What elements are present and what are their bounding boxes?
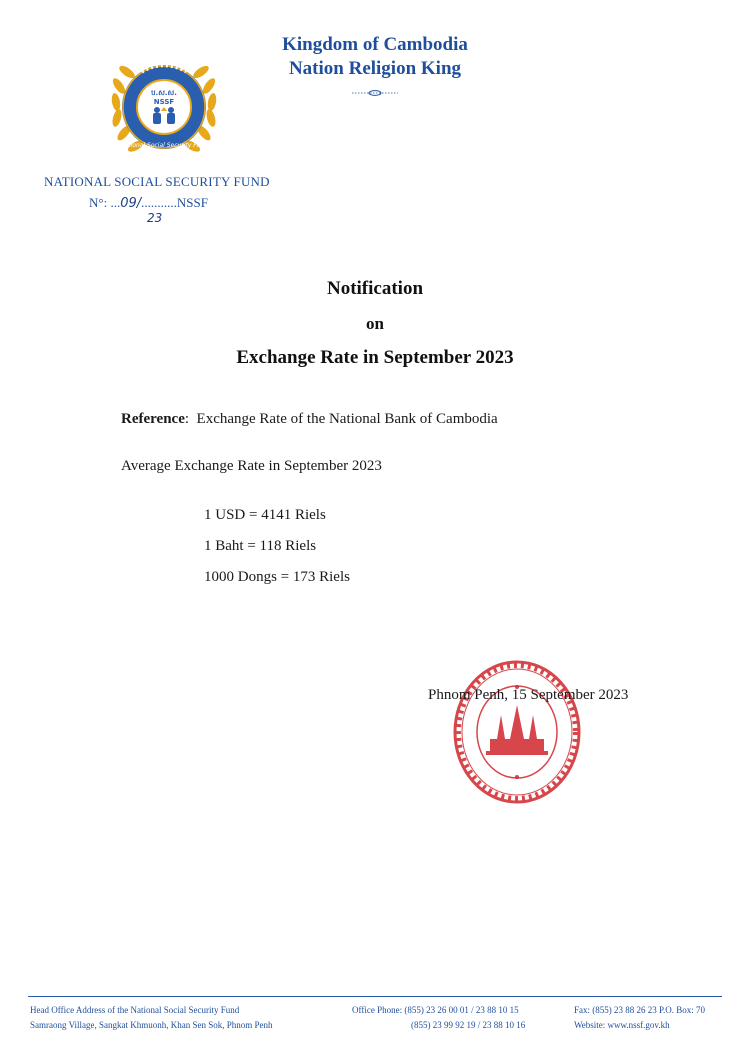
reference-label: Reference: [121, 411, 185, 427]
address-line-2: Samraong Village, Sangkat Khmuonh, Khan Sen Sok, Phnom Penh: [30, 1020, 273, 1030]
ornament-divider-icon: [350, 88, 400, 98]
phone-line-2: (855) 23 99 92 19 / 23 88 10 16: [411, 1020, 526, 1030]
fund-name: NATIONAL SOCIAL SECURITY FUND: [44, 174, 270, 189]
rate-baht: 1 Baht = 118 Riels: [204, 538, 317, 554]
official-stamp: [450, 657, 585, 807]
number-suffix: ...........NSSF: [141, 195, 208, 210]
reference-text: Exchange Rate of the National Bank of Cambodia: [196, 411, 498, 427]
document-number: [89, 195, 208, 225]
footer-address: [30, 1003, 273, 1033]
svg-text:NSSF: NSSF: [153, 98, 175, 106]
footer-fax-web: [574, 1003, 705, 1033]
phone-line-1: Office Phone: (855) 23 26 00 01 / 23 88 10 15: [352, 1005, 519, 1015]
notice-subject: Exchange Rate in September 2023: [236, 347, 514, 368]
kingdom-title: Kingdom of Cambodia: [282, 34, 468, 55]
number-prefix: N°: ...: [89, 195, 121, 210]
kingdom-header: [250, 33, 500, 81]
notice-on: on: [366, 314, 384, 333]
number-handwritten: 09/: [120, 196, 142, 211]
fax-line: Fax: (855) 23 88 26 23 P.O. Box: 70: [574, 1005, 706, 1015]
svg-text:ប.ស.ស.: ប.ស.ស.: [151, 89, 177, 97]
rate-usd: 1 USD = 4141 Riels: [204, 507, 326, 523]
notice-title: Notification: [326, 278, 424, 299]
national-motto: Nation Religion King: [288, 58, 462, 79]
reference-line: Reference: Exchange Rate of the National Bank of Cambodia: [121, 411, 498, 427]
number-year-handwritten: 23: [147, 211, 163, 225]
nssf-logo: [104, 52, 224, 166]
place-date: Phnom Penh, 15 September 2023: [428, 687, 629, 703]
footer-phone: [352, 1003, 525, 1033]
address-line-1: Head Office Address of the National Social Security Fund: [30, 1005, 240, 1015]
average-rate-label: Average Exchange Rate in September 2023: [121, 458, 382, 474]
website-link[interactable]: Website: www.nssf.gov.kh: [574, 1020, 670, 1030]
rate-dong: 1000 Dongs = 173 Riels: [204, 569, 350, 585]
svg-text:National Social Security Fund: National Social Security Fund: [120, 142, 208, 149]
footer-divider: [28, 996, 722, 997]
